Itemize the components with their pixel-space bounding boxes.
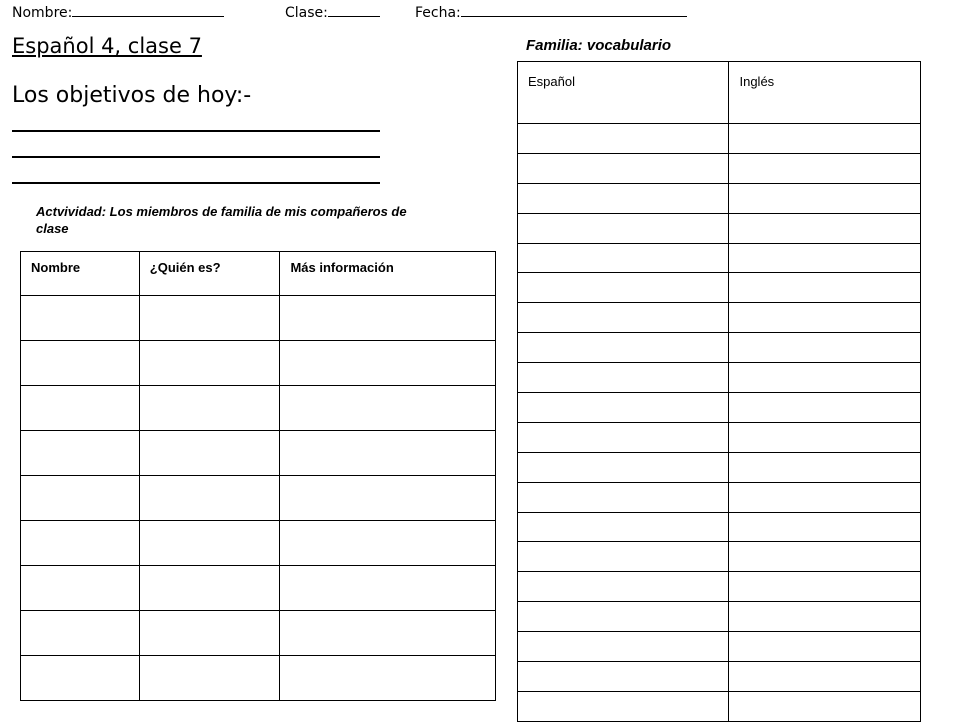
vocabulary-header-row xyxy=(518,62,921,124)
vocabulary-cell[interactable] xyxy=(729,572,921,602)
vocabulary-row xyxy=(518,422,921,452)
vocabulary-cell[interactable] xyxy=(518,303,729,333)
vocabulary-cell[interactable] xyxy=(518,602,729,632)
activity-cell[interactable] xyxy=(280,386,496,431)
activity-cell[interactable] xyxy=(21,476,140,521)
vocabulary-cell[interactable] xyxy=(729,393,921,423)
activity-row xyxy=(21,566,496,611)
col-header-ingles: Inglés xyxy=(729,62,921,124)
vocabulary-cell[interactable] xyxy=(518,243,729,273)
vocabulary-cell[interactable] xyxy=(729,602,921,632)
vocabulary-row xyxy=(518,243,921,273)
activity-cell[interactable] xyxy=(280,656,496,701)
vocabulary-cell[interactable] xyxy=(729,303,921,333)
vocabulary-cell[interactable] xyxy=(518,691,729,721)
col-header-quien-es: ¿Quién es? xyxy=(139,252,280,296)
vocabulary-cell[interactable] xyxy=(729,632,921,662)
activity-row xyxy=(21,431,496,476)
vocabulary-row xyxy=(518,662,921,692)
vocabulary-row xyxy=(518,303,921,333)
vocabulary-row xyxy=(518,452,921,482)
page-title: Español 4, clase 7 xyxy=(12,34,202,58)
vocabulary-cell[interactable] xyxy=(518,183,729,213)
date-blank[interactable] xyxy=(461,4,687,17)
vocabulary-row xyxy=(518,213,921,243)
vocabulary-cell[interactable] xyxy=(518,512,729,542)
vocabulary-row xyxy=(518,632,921,662)
activity-cell[interactable] xyxy=(139,566,280,611)
vocabulary-row xyxy=(518,512,921,542)
vocabulary-cell[interactable] xyxy=(729,542,921,572)
vocabulary-row xyxy=(518,482,921,512)
activity-cell[interactable] xyxy=(139,431,280,476)
activity-cell[interactable] xyxy=(280,476,496,521)
objective-line-3[interactable] xyxy=(12,182,380,184)
activity-row xyxy=(21,296,496,341)
vocabulary-cell[interactable] xyxy=(729,124,921,154)
activity-cell[interactable] xyxy=(21,656,140,701)
vocabulary-cell[interactable] xyxy=(518,363,729,393)
objectives-heading: Los objetivos de hoy:- xyxy=(12,83,252,108)
vocabulary-cell[interactable] xyxy=(729,273,921,303)
activity-table xyxy=(20,251,496,701)
activity-cell[interactable] xyxy=(280,521,496,566)
name-label: Nombre: xyxy=(12,5,73,21)
vocabulary-table-body xyxy=(518,62,921,722)
vocabulary-cell[interactable] xyxy=(518,572,729,602)
vocabulary-cell[interactable] xyxy=(729,691,921,721)
vocabulary-cell[interactable] xyxy=(518,393,729,423)
activity-cell[interactable] xyxy=(21,296,140,341)
vocabulary-cell[interactable] xyxy=(729,333,921,363)
vocabulary-cell[interactable] xyxy=(729,482,921,512)
activity-cell[interactable] xyxy=(139,611,280,656)
vocabulary-cell[interactable] xyxy=(729,213,921,243)
vocabulary-row xyxy=(518,183,921,213)
vocabulary-title: Familia: vocabulario xyxy=(526,37,672,54)
activity-cell[interactable] xyxy=(139,656,280,701)
vocabulary-cell[interactable] xyxy=(729,363,921,393)
vocabulary-row xyxy=(518,542,921,572)
class-label: Clase: xyxy=(285,5,328,21)
activity-cell[interactable] xyxy=(139,341,280,386)
vocabulary-row xyxy=(518,691,921,721)
activity-caption: Actvividad: Los miembros de familia de mis compañeros de clase xyxy=(36,204,407,236)
vocabulary-cell[interactable] xyxy=(518,213,729,243)
vocabulary-cell[interactable] xyxy=(518,632,729,662)
vocabulary-cell[interactable] xyxy=(518,482,729,512)
vocabulary-cell[interactable] xyxy=(518,422,729,452)
vocabulary-cell[interactable] xyxy=(518,452,729,482)
col-header-espanol: Español xyxy=(518,62,729,124)
vocabulary-row xyxy=(518,333,921,363)
activity-cell[interactable] xyxy=(21,341,140,386)
vocabulary-cell[interactable] xyxy=(729,662,921,692)
vocabulary-row xyxy=(518,273,921,303)
activity-cell[interactable] xyxy=(21,566,140,611)
activity-row xyxy=(21,656,496,701)
activity-cell[interactable] xyxy=(21,386,140,431)
vocabulary-cell[interactable] xyxy=(518,273,729,303)
activity-cell[interactable] xyxy=(139,386,280,431)
name-blank[interactable] xyxy=(72,4,224,17)
activity-cell[interactable] xyxy=(139,296,280,341)
activity-row xyxy=(21,476,496,521)
activity-row xyxy=(21,611,496,656)
activity-table-body xyxy=(21,252,496,701)
vocabulary-cell[interactable] xyxy=(518,153,729,183)
vocabulary-cell[interactable] xyxy=(729,243,921,273)
objective-line-2[interactable] xyxy=(12,156,380,158)
vocabulary-row xyxy=(518,393,921,423)
activity-cell[interactable] xyxy=(280,566,496,611)
class-blank[interactable] xyxy=(328,4,380,17)
vocabulary-row xyxy=(518,153,921,183)
vocabulary-row xyxy=(518,124,921,154)
col-header-mas-informacion: Más información xyxy=(280,252,496,296)
activity-cell[interactable] xyxy=(21,611,140,656)
activity-cell[interactable] xyxy=(280,431,496,476)
vocabulary-cell[interactable] xyxy=(518,124,729,154)
activity-row xyxy=(21,521,496,566)
vocabulary-cell[interactable] xyxy=(518,542,729,572)
activity-cell[interactable] xyxy=(21,521,140,566)
activity-cell[interactable] xyxy=(139,476,280,521)
vocabulary-cell[interactable] xyxy=(729,153,921,183)
vocabulary-cell[interactable] xyxy=(729,422,921,452)
vocabulary-row xyxy=(518,572,921,602)
activity-cell[interactable] xyxy=(280,296,496,341)
activity-row xyxy=(21,341,496,386)
name-field[interactable] xyxy=(12,4,224,21)
activity-cell[interactable] xyxy=(280,611,496,656)
activity-cell[interactable] xyxy=(280,341,496,386)
activity-header-row xyxy=(21,252,496,296)
activity-row xyxy=(21,386,496,431)
vocabulary-cell[interactable] xyxy=(729,183,921,213)
class-field[interactable] xyxy=(285,4,380,21)
vocabulary-cell[interactable] xyxy=(729,452,921,482)
vocabulary-row xyxy=(518,363,921,393)
vocabulary-table xyxy=(517,61,921,722)
vocabulary-cell[interactable] xyxy=(518,333,729,363)
activity-cell[interactable] xyxy=(21,431,140,476)
date-label: Fecha: xyxy=(415,5,461,21)
vocabulary-cell[interactable] xyxy=(518,662,729,692)
vocabulary-cell[interactable] xyxy=(729,512,921,542)
vocabulary-row xyxy=(518,602,921,632)
objective-line-1[interactable] xyxy=(12,130,380,132)
col-header-nombre: Nombre xyxy=(21,252,140,296)
activity-cell[interactable] xyxy=(139,521,280,566)
date-field[interactable] xyxy=(415,4,687,21)
